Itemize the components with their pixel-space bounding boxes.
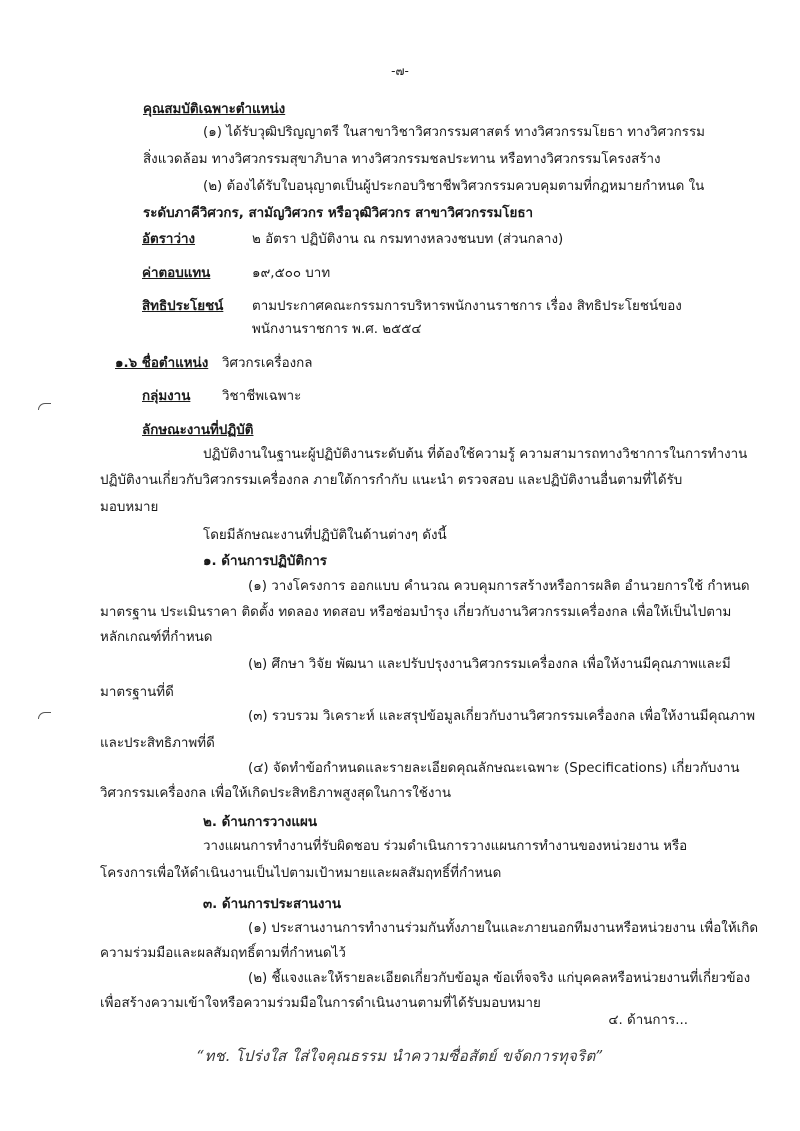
section-3-item-2-line1: (๒) ชี้แจงและให้รายละเอียดเกี่ยวกับข้อมูล ข้อเท็จจริง แก่บุคคลหรือหน่วยงานที่เกี่ยวข้อง bbox=[248, 971, 751, 986]
compensation-value: ๑๙,๕๐๐ บาท bbox=[252, 266, 331, 281]
job-nature-para-line1: ปฏิบัติงานในฐานะผู้ปฏิบัติงานระดับต้น ที่ต้องใช้ความรู้ ความสามารถทางวิชาการในการทำงาน bbox=[203, 447, 748, 462]
job-nature-intro: โดยมีลักษณะงานที่ปฏิบัติในด้านต่างๆ ดังนี้ bbox=[203, 528, 447, 543]
section-1-title: ๑. ด้านการปฏิบัติการ bbox=[203, 554, 327, 569]
section-2-item-1-line1: วางแผนการทำงานที่รับผิดชอบ ร่วมดำเนินการวางแผนการทำงานของหน่วยงาน หรือ bbox=[203, 839, 688, 854]
section-3-item-2-line2: เพื่อสร้างความเข้าใจหรือความร่วมมือในการดำเนินงานตามที่ได้รับมอบหมาย bbox=[100, 996, 541, 1011]
margin-scan-mark bbox=[38, 403, 51, 410]
section-1-item-1-line2: มาตรฐาน ประเมินราคา ติดตั้ง ทดลอง ทดสอบ หรือซ่อมบำรุง เกี่ยวกับงานวิศวกรรมเครื่องกล เพื่อให้เป็นไปตาม bbox=[100, 605, 732, 620]
section-1-item-4-line1: (๔) จัดทำข้อกำหนดและรายละเอียดคุณลักษณะเฉพาะ (Specifications) เกี่ยวกับงาน bbox=[248, 761, 740, 776]
section-1-item-1-line3: หลักเกณฑ์ที่กำหนด bbox=[100, 630, 213, 645]
job-nature-para-line2: ปฏิบัติงานเกี่ยวกับวิศวกรรมเครื่องกล ภายใต้การกำกับ แนะนำ ตรวจสอบ และปฏิบัติงานอื่นตามที่ได้รับ bbox=[100, 473, 683, 488]
continuation-marker: ๔. ด้านการ... bbox=[608, 1013, 688, 1028]
section-1-item-1-line1: (๑) วางโครงการ ออกแบบ คำนวณ ควบคุมการสร้างหรือการผลิต อำนวยการใช้ กำหนด bbox=[248, 579, 750, 594]
benefits-value-line2: พนักงานราชการ พ.ศ. ๒๕๕๔ bbox=[252, 322, 422, 337]
section-1-item-4-line2: วิศวกรรมเครื่องกล เพื่อให้เกิดประสิทธิภาพสูงสุดในการใช้งาน bbox=[100, 786, 452, 801]
work-group-value: วิชาชีพเฉพาะ bbox=[222, 389, 302, 404]
qualifications-heading: คุณสมบัติเฉพาะตำแหน่ง bbox=[143, 102, 286, 117]
section-1-item-2-line1: (๒) ศึกษา วิจัย พัฒนา และปรับปรุงงานวิศวกรรมเครื่องกล เพื่อให้งานมีคุณภาพและมี bbox=[248, 657, 731, 672]
qualification-1-line2: สิ่งแวดล้อม ทางวิศวกรรมสุขาภิบาล ทางวิศวกรรมชลประทาน หรือทางวิศวกรรมโครงสร้าง bbox=[143, 152, 661, 167]
margin-scan-mark bbox=[38, 712, 51, 719]
benefits-label: สิทธิประโยชน์ bbox=[142, 299, 224, 314]
compensation-label: ค่าตอบแทน bbox=[142, 266, 211, 281]
position-value: วิศวกรเครื่องกล bbox=[222, 356, 313, 371]
section-1-item-2-line2: มาตรฐานที่ดี bbox=[100, 685, 174, 700]
job-nature-para-line3: มอบหมาย bbox=[100, 500, 159, 515]
qualification-2-line2: ระดับภาคีวิศวกร, สามัญวิศวกร หรือวุฒิวิศวกร สาขาวิศวกรรมโยธา bbox=[143, 206, 534, 221]
work-group-label: กลุ่มงาน bbox=[142, 389, 191, 404]
section-2-item-1-line2: โครงการเพื่อให้ดำเนินงานเป็นไปตามเป้าหมายและผลสัมฤทธิ์ที่กำหนด bbox=[100, 866, 502, 881]
page-number: -๗- bbox=[391, 64, 409, 78]
benefits-value-line1: ตามประกาศคณะกรรมการบริหารพนักงานราชการ เรื่อง สิทธิประโยชน์ของ bbox=[252, 299, 682, 314]
position-label: ๑.๖ ชื่อตำแหน่ง bbox=[115, 356, 209, 371]
vacancy-value: ๒ อัตรา ปฏิบัติงาน ณ กรมทางหลวงชนบท (ส่วนกลาง) bbox=[252, 232, 564, 247]
qualification-2-line1: (๒) ต้องได้รับใบอนุญาตเป็นผู้ประกอบวิชาชีพวิศวกรรมควบคุมตามที่กฎหมายกำหนด ใน bbox=[203, 179, 705, 194]
section-3-item-1-line1: (๑) ประสานงานการทำงานร่วมกันทั้งภายในและภายนอกทีมงานหรือหน่วยงาน เพื่อให้เกิด bbox=[248, 921, 759, 936]
section-3-item-1-line2: ความร่วมมือและผลสัมฤทธิ์ตามที่กำหนดไว้ bbox=[100, 946, 346, 961]
section-3-title: ๓. ด้านการประสานงาน bbox=[203, 897, 342, 912]
qualification-1-line1: (๑) ได้รับวุฒิปริญญาตรี ในสาขาวิชาวิศวกรรมศาสตร์ ทางวิศวกรรมโยธา ทางวิศวกรรม bbox=[203, 125, 705, 140]
job-nature-heading: ลักษณะงานที่ปฏิบัติ bbox=[142, 423, 254, 438]
section-2-title: ๒. ด้านการวางแผน bbox=[203, 815, 317, 830]
section-1-item-3-line2: และประสิทธิภาพที่ดี bbox=[100, 736, 215, 751]
footer-slogan: “ทช. โปร่งใส ใส่ใจคุณธรรม นำความซื่อสัตย์ ขจัดการทุจริต” bbox=[196, 1047, 604, 1065]
section-1-item-3-line1: (๓) รวบรวม วิเคราะห์ และสรุปข้อมูลเกี่ยวกับงานวิศวกรรมเครื่องกล เพื่อให้งานมีคุณภาพ bbox=[248, 709, 756, 724]
vacancy-label: อัตราว่าง bbox=[142, 232, 196, 247]
